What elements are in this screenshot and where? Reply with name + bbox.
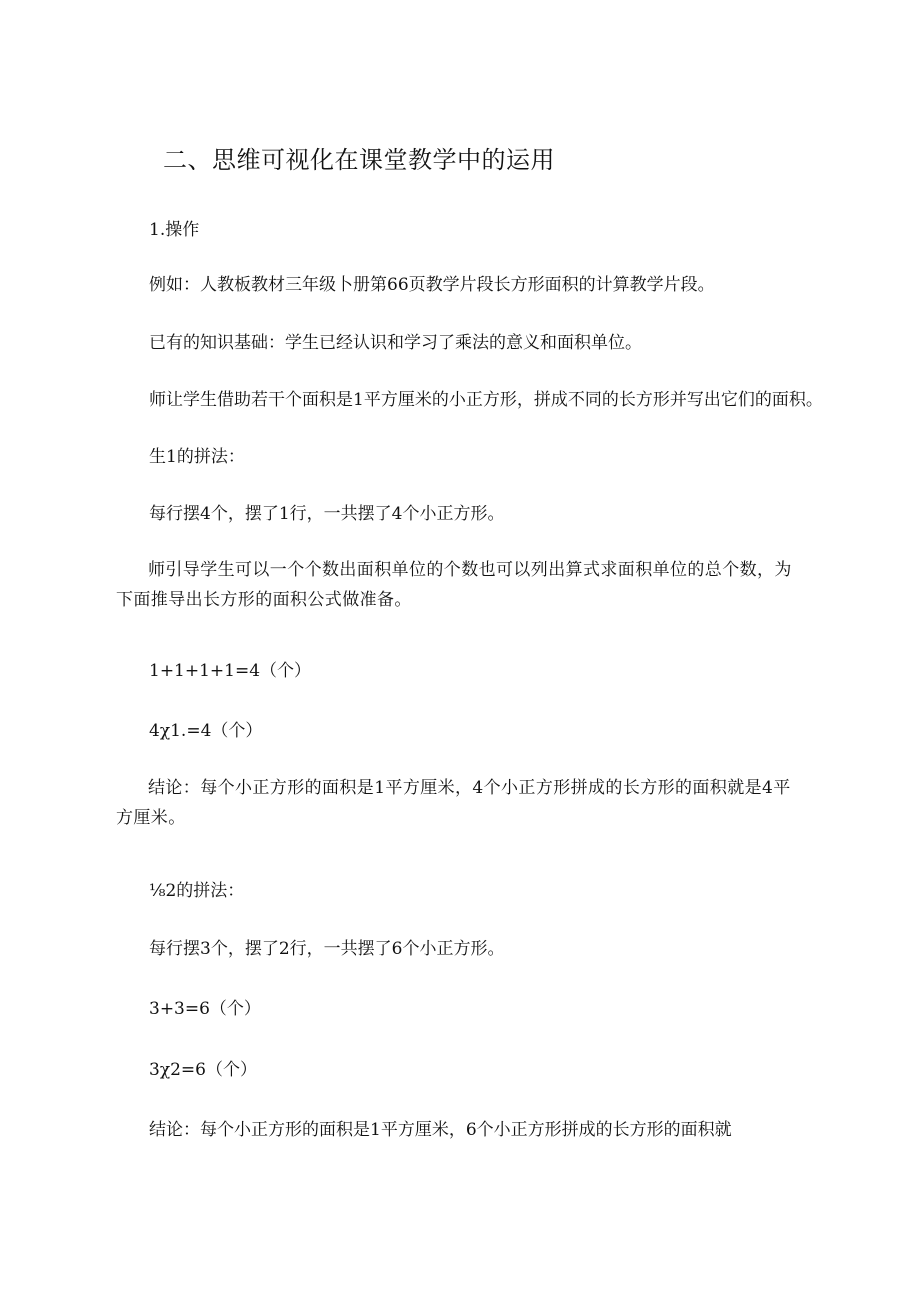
paragraph-prior-knowledge: 已有的知识基础：学生已经认识和学习了乘法的意义和面积单位。	[149, 333, 642, 353]
paragraph-teacher-task: 师让学生借助若干个面积是1平方厘米的小正方形，拼成不同的长方形并写出它们的面积。	[149, 390, 823, 410]
paragraph-conclusion-1: 结论：每个小正方形的面积是1平方厘米，4个小正方形拼成的长方形的面积就是4平方厘米。	[116, 778, 791, 828]
equation-addition-1: 1+1+1+1=4（个）	[149, 661, 312, 681]
paragraph-student1-arrangement: 每行摆4个，摆了1行，一共摆了4个小正方形。	[149, 504, 505, 524]
paragraph-student2-method: ⅛2的拼法：	[149, 881, 245, 901]
paragraph-student1-method: 生1的拼法：	[149, 447, 245, 467]
paragraph-teacher-guidance: 师引导学生可以一个个数出面积单位的个数也可以列出算式求面积单位的总个数，为下面推导出长方形的面积公式做准备。	[116, 560, 792, 610]
paragraph-student2-arrangement: 每行摆3个，摆了2行，一共摆了6个小正方形。	[149, 939, 505, 959]
section-heading: 二、思维可视化在课堂教学中的运用	[163, 146, 555, 174]
equation-addition-2: 3+3=6（个）	[149, 999, 261, 1019]
paragraph-conclusion-2: 结论：每个小正方形的面积是1平方厘米，6个小正方形拼成的长方形的面积就	[149, 1120, 732, 1140]
equation-multiplication-2: 3χ2=6（个）	[149, 1060, 257, 1080]
paragraph-example: 例如：人教板教材三年级卜册第66页教学片段长方形面积的计算教学片段。	[149, 275, 715, 295]
subheading-operation: 1.操作	[149, 220, 200, 240]
equation-multiplication-1: 4χ1.=4（个）	[149, 721, 263, 741]
